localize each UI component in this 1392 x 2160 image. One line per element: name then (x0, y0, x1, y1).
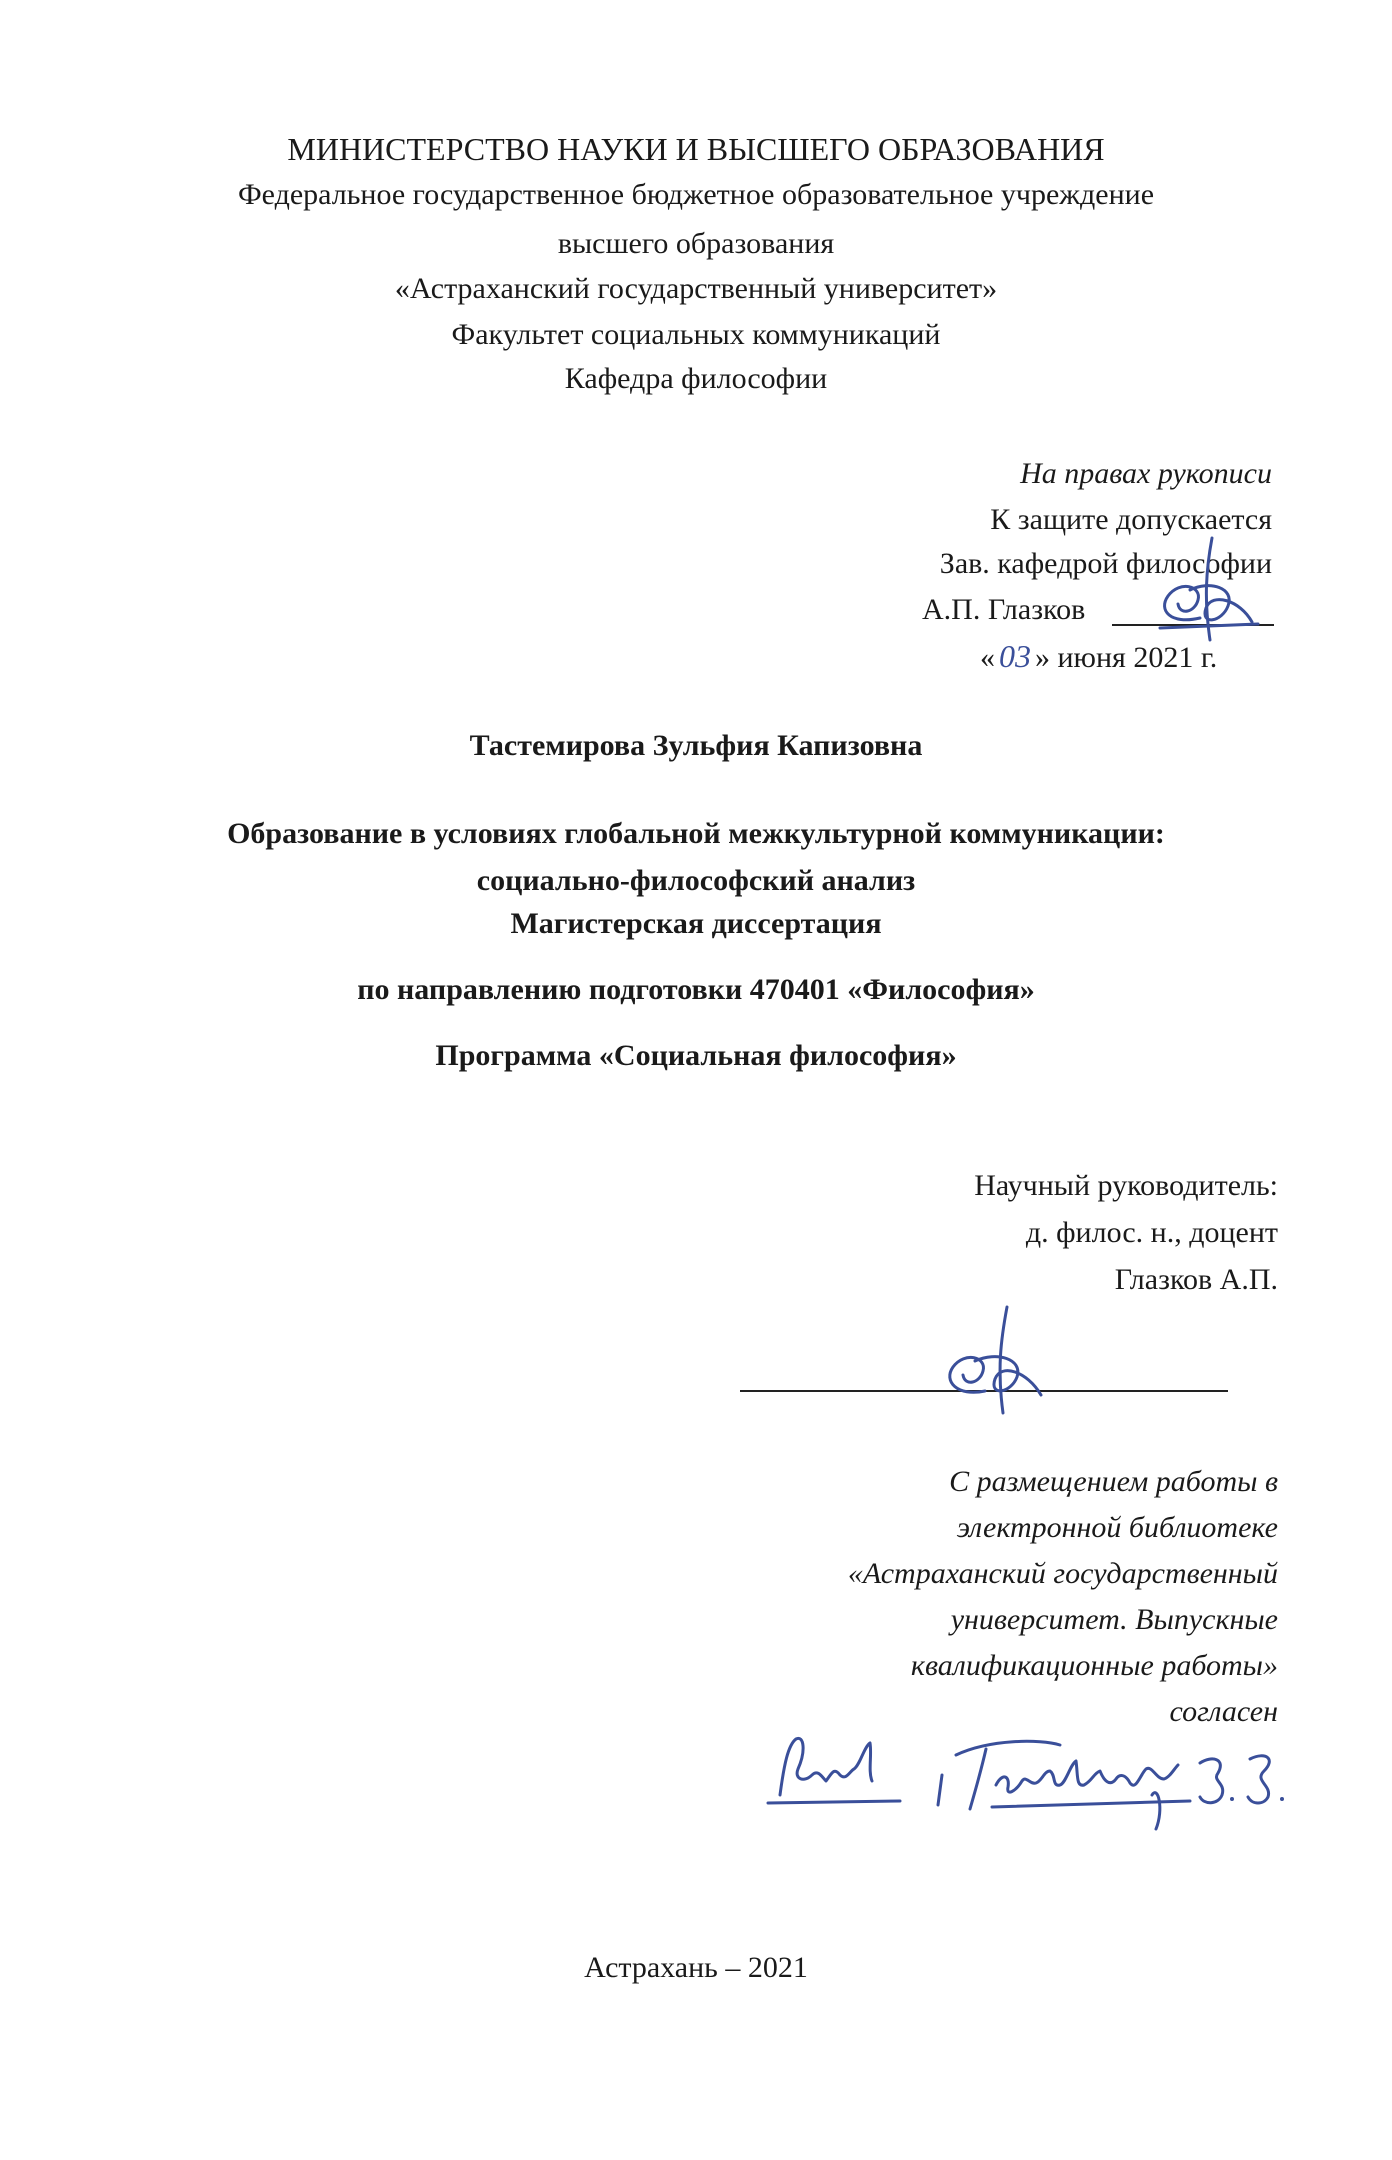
consent-line-1: С размещением работы в (949, 1465, 1278, 1498)
supervisor-name: Глазков А.П. (1114, 1263, 1278, 1296)
supervisor-label: Научный руководитель: (974, 1169, 1278, 1202)
thesis-type: Магистерская диссертация (510, 907, 882, 940)
faculty-name: Факультет социальных коммуникаций (451, 318, 941, 351)
author-handwritten-signature (760, 1725, 1350, 1835)
manuscript-note: На правах рукописи (1020, 457, 1272, 490)
consent-line-4: университет. Выпускные (950, 1603, 1278, 1636)
ministry-heading: МИНИСТЕРСТВО НАУКИ И ВЫСШЕГО ОБРАЗОВАНИЯ (287, 131, 1105, 167)
department-head-name: А.П. Глазков (922, 593, 1086, 626)
university-name: «Астраханский государственный университет» (394, 272, 998, 305)
date-day-handwritten: 03 (999, 638, 1031, 674)
consent-line-2: электронной библиотеке (956, 1511, 1278, 1544)
supervisor-signature-image (935, 1305, 1065, 1425)
thesis-direction: по направлению подготовки 470401 «Философия» (357, 973, 1035, 1006)
institution-line-2: высшего образования (557, 227, 835, 260)
thesis-program: Программа «Социальная философия» (435, 1039, 957, 1072)
date-open-quote: « (980, 641, 995, 674)
department-name: Кафедра философии (564, 362, 828, 395)
thesis-title-line-2: социально-философский анализ (476, 864, 916, 897)
supervisor-degree: д. филос. н., доцент (1025, 1216, 1278, 1249)
institution-line-1: Федеральное государственное бюджетное образовательное учреждение (237, 178, 1155, 211)
consent-line-3: «Астраханский государственный (847, 1557, 1278, 1590)
city-year: Астрахань – 2021 (584, 1951, 808, 1984)
thesis-title-line-1: Образование в условиях глобальной межкультурной коммуникации: (227, 817, 1165, 850)
consent-line-6: согласен (1169, 1695, 1278, 1728)
admitted-to-defense: К защите допускается (990, 503, 1272, 536)
head-signature-image (1140, 530, 1270, 660)
author-name: Тастемирова Зульфия Капизовна (469, 729, 923, 762)
consent-line-5: квалификационные работы» (910, 1649, 1278, 1682)
department-head-title: Зав. кафедрой философии (939, 547, 1272, 580)
date-rest: » июня 2021 г. (1035, 641, 1218, 674)
